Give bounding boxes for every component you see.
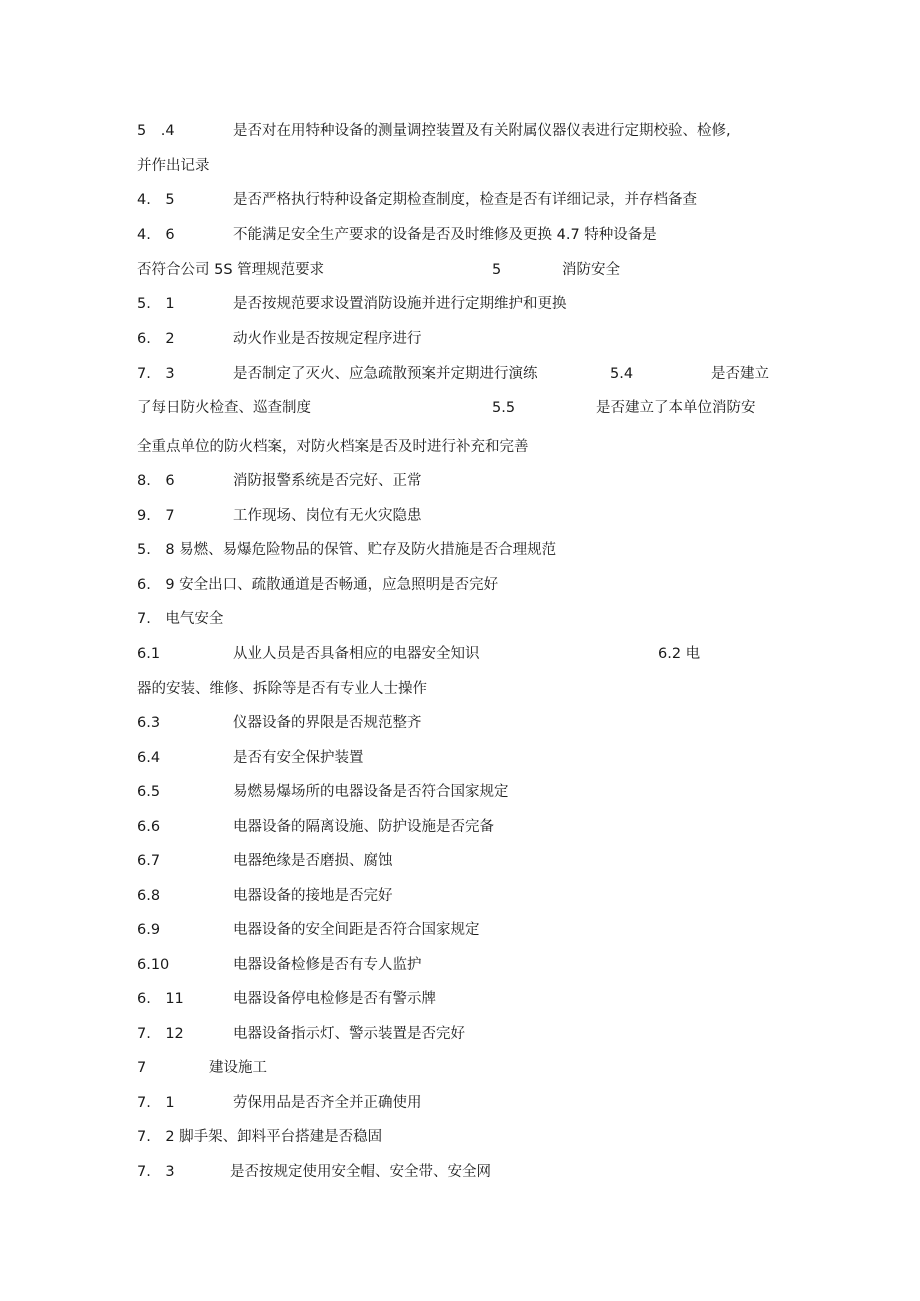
line-24-number: 6.9 xyxy=(137,922,161,938)
line-20-number: 6.5 xyxy=(137,784,161,800)
line-4-text: 不能满足安全生产要求的设备是否及时维修及更换 4.7 特种设备是 xyxy=(233,227,657,243)
line-18-number: 6.3 xyxy=(137,715,161,731)
line-19-text: 是否有安全保护装置 xyxy=(233,750,364,766)
line-11-text: 消防报警系统是否完好、正常 xyxy=(233,473,422,489)
line-31-number: 7. 3 xyxy=(137,1164,175,1180)
line-1-number: 5 .4 xyxy=(137,123,175,139)
line-23-text: 电器设备的接地是否完好 xyxy=(233,888,393,904)
line-16-text-2: 6.2 电 xyxy=(658,646,701,662)
line-5-text: 否符合公司 5S 管理规范要求 xyxy=(137,262,325,278)
line-6-number: 5. 1 xyxy=(137,296,175,312)
line-28-heading: 建设施工 xyxy=(209,1060,267,1076)
line-31-text: 是否按规定使用安全帽、安全带、安全网 xyxy=(230,1164,491,1180)
line-5-section-title: 消防安全 xyxy=(562,262,620,278)
line-9-number: 5.5 xyxy=(492,400,516,416)
line-26-number: 6. 11 xyxy=(137,991,184,1007)
line-8-text: 是否制定了灭火、应急疏散预案并定期进行演练 xyxy=(233,366,538,382)
line-13-text: 5. 8 易燃、易爆危险物品的保管、贮存及防火措施是否合理规范 xyxy=(137,542,557,558)
line-8-text-2: 是否建立 xyxy=(711,366,769,382)
line-6-text: 是否按规范要求设置消防设施并进行定期维护和更换 xyxy=(233,296,567,312)
line-18-text: 仪器设备的界限是否规范整齐 xyxy=(233,715,422,731)
line-19-number: 6.4 xyxy=(137,750,161,766)
line-28-number: 7 xyxy=(137,1060,147,1076)
line-22-text: 电器绝缘是否磨损、腐蚀 xyxy=(233,853,393,869)
line-15-heading: 7. 电气安全 xyxy=(137,611,224,627)
line-1-text: 是否对在用特种设备的测量调控装置及有关附属仪器仪表进行定期校验、检修, xyxy=(233,123,731,139)
line-3-text: 是否严格执行特种设备定期检查制度，检查是否有详细记录，并存档备查 xyxy=(233,192,697,208)
line-26-text: 电器设备停电检修是否有警示牌 xyxy=(233,991,436,1007)
line-14-text: 6. 9 安全出口、疏散通道是否畅通，应急照明是否完好 xyxy=(137,577,499,593)
line-7-number: 6. 2 xyxy=(137,331,175,347)
line-12-number: 9. 7 xyxy=(137,508,175,524)
line-2-text: 并作出记录 xyxy=(137,158,210,174)
line-10-text: 全重点单位的防火档案，对防火档案是否及时进行补充和完善 xyxy=(137,439,529,455)
line-11-number: 8. 6 xyxy=(137,473,175,489)
line-8-number-2: 5.4 xyxy=(610,366,634,382)
line-24-text: 电器设备的安全间距是否符合国家规定 xyxy=(233,922,480,938)
line-29-text: 劳保用品是否齐全并正确使用 xyxy=(233,1095,422,1111)
line-29-number: 7. 1 xyxy=(137,1095,175,1111)
line-16-text: 从业人员是否具备相应的电器安全知识 xyxy=(233,646,480,662)
line-27-number: 7. 12 xyxy=(137,1026,184,1042)
line-23-number: 6.8 xyxy=(137,888,161,904)
line-5-section-number: 5 xyxy=(492,262,502,278)
line-9-text-2: 是否建立了本单位消防安 xyxy=(596,400,756,416)
line-27-text: 电器设备指示灯、警示装置是否完好 xyxy=(233,1026,465,1042)
line-12-text: 工作现场、岗位有无火灾隐患 xyxy=(233,508,422,524)
line-25-number: 6.10 xyxy=(137,957,170,973)
line-8-number: 7. 3 xyxy=(137,366,175,382)
line-7-text: 动火作业是否按规定程序进行 xyxy=(233,331,422,347)
line-22-number: 6.7 xyxy=(137,853,161,869)
line-30-text: 7. 2 脚手架、卸料平台搭建是否稳固 xyxy=(137,1129,383,1145)
line-20-text: 易燃易爆场所的电器设备是否符合国家规定 xyxy=(233,784,509,800)
line-9-text: 了每日防火检查、巡查制度 xyxy=(137,400,311,416)
line-25-text: 电器设备检修是否有专人监护 xyxy=(233,957,422,973)
line-17-text: 器的安装、维修、拆除等是否有专业人士操作 xyxy=(137,681,427,697)
line-21-number: 6.6 xyxy=(137,819,161,835)
line-21-text: 电器设备的隔离设施、防护设施是否完备 xyxy=(233,819,494,835)
line-16-number: 6.1 xyxy=(137,646,161,662)
line-3-number: 4. 5 xyxy=(137,192,175,208)
line-4-number: 4. 6 xyxy=(137,227,175,243)
